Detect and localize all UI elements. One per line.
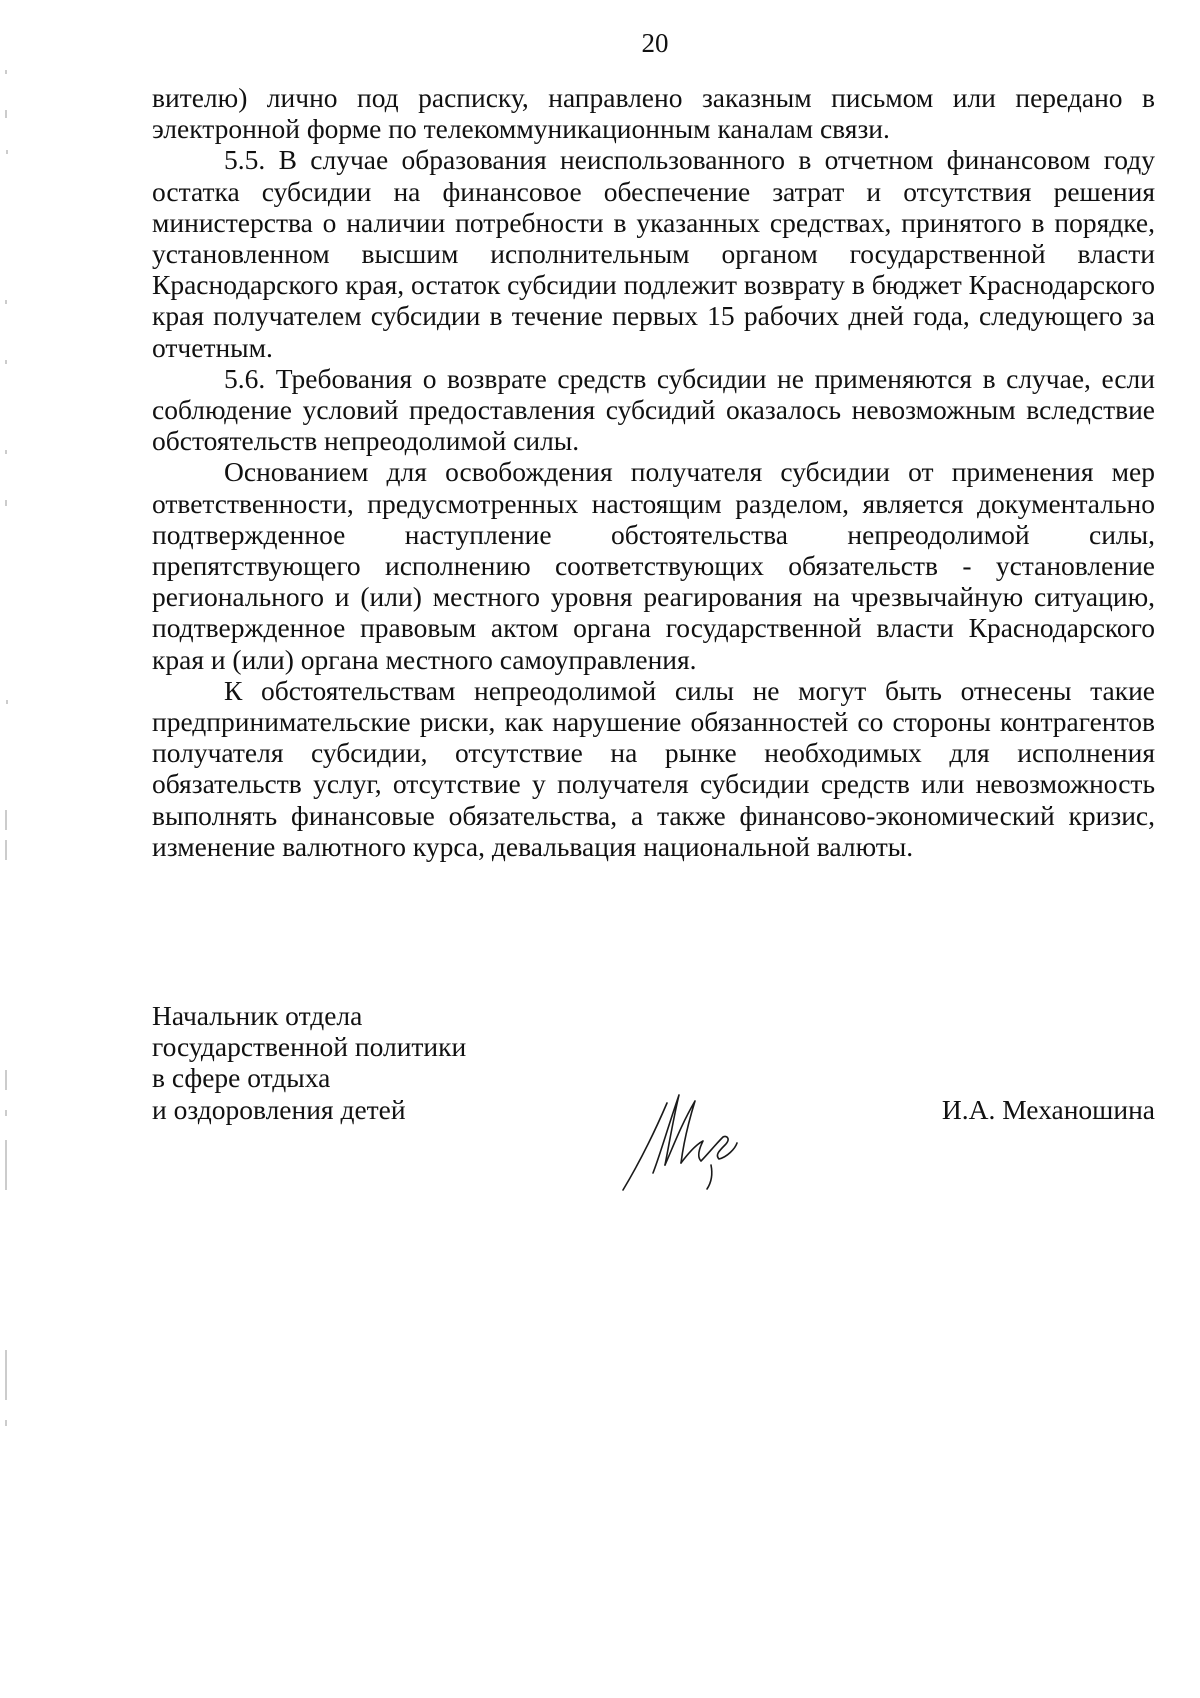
paragraph-5-5: 5.5. В случае образования неиспользованного в отчетном финансовом году остатка субсидии на финансовое обеспечение затрат и отсутствия решения министерства о наличии потребности в указанных средствах, принятого в порядке, установленном высшим исполнительным органом государственной власти Краснодарского края, остаток субсидии подлежит возврату в бюджет Краснодарского края получателем субсидии в течение первых 15 рабочих дней года, следующего за отчетным. [152, 144, 1155, 363]
signer-position-line: и оздоровления детей [152, 1093, 406, 1125]
signer-position-line: Начальник отдела [152, 1000, 363, 1031]
paragraph-force-majeure-basis: Основанием для освобождения получателя субсидии от применения мер ответственности, предусмотренных настоящим разделом, является документально подтвержденное наступление обстоятельства непреодолимой силы, препятствующего исполнению соответствующих обязательств - установление регионального и (или) местного уровня реагирования на чрезвычайную ситуацию, подтвержденное правовым актом органа государственной власти Краснодарского края и (или) органа местного самоуправления. [152, 456, 1155, 675]
page-number: 20 [641, 28, 669, 58]
paragraph-5-6: 5.6. Требования о возврате средств субсидии не применяются в случае, если соблюдение условий предоставления субсидий оказалось невозможным вследствие обстоятельств непреодолимой силы. [152, 362, 1155, 457]
signer-position-line: государственной политики [152, 1031, 467, 1063]
document-body [152, 82, 1155, 862]
paragraph-force-majeure-exclusions: К обстоятельствам непреодолимой силы не могут быть отнесены такие предпринимательские риски, как нарушение обязанностей со стороны контрагентов получателя субсидии, отсутствие на рынке необходимых для исполнения обязательств услуг, отсутствие у получателя субсидии средств или невозможность выполнять финансовые обязательства, а также финансово-экономический кризис, изменение валютного курса, девальвация национальной валюты. [152, 674, 1155, 862]
signer-name: И.А. Механошина [941, 1093, 1155, 1125]
scan-margin-marks [0, 0, 14, 1698]
signer-position-line: в сфере отдыха [152, 1062, 331, 1094]
paragraph-continuation: вителю) лично под расписку, направлено заказным письмом или передано в электронной форме по телекоммуникационным каналам связи. [152, 82, 1155, 145]
handwritten-signature [615, 1085, 755, 1195]
